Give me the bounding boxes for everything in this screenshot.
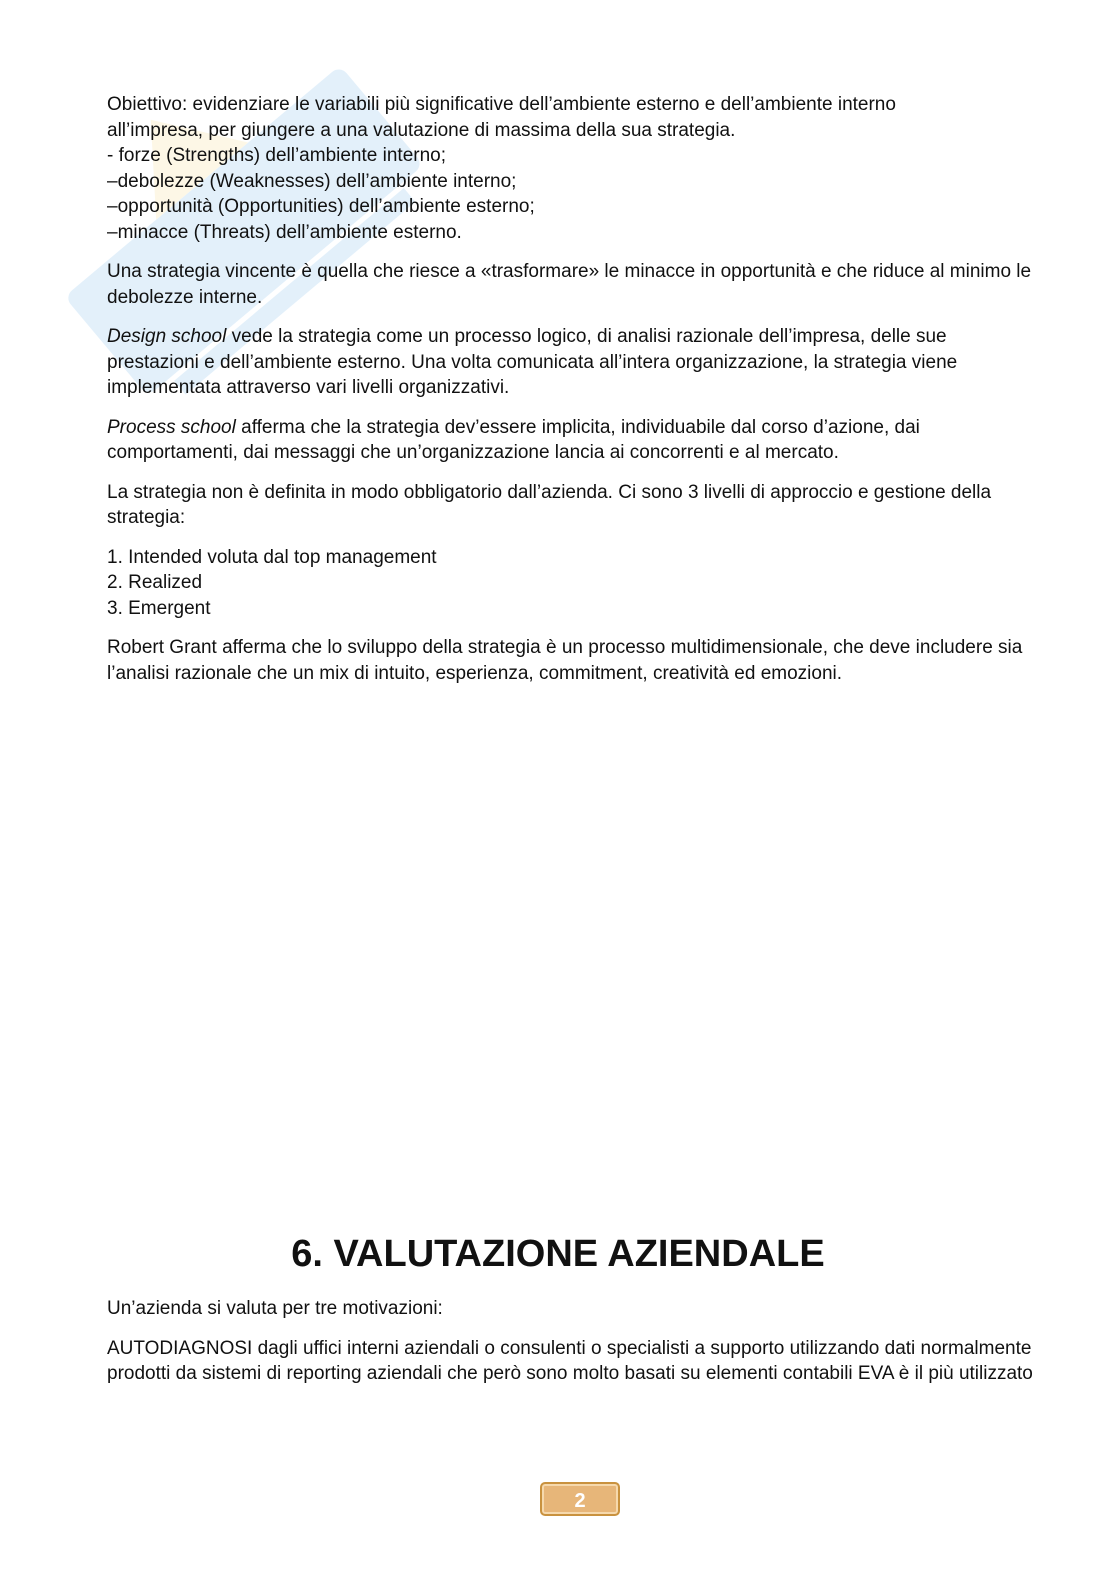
text-line: - forze (Strengths) dell’ambiente interno; (107, 145, 446, 166)
text-line: –opportunità (Opportunities) dell’ambiente esterno; (107, 196, 535, 217)
paragraph-design-school (107, 324, 1042, 401)
levels-list (107, 545, 1042, 622)
swot-intro (107, 92, 1042, 245)
page-number-badge: 2 (540, 1482, 620, 1516)
paragraph-intro: Un’azienda si valuta per tre motivazioni: (107, 1298, 443, 1319)
paragraph-robert-grant: Robert Grant afferma che lo sviluppo della strategia è un processo multidimensionale, che deve includere sia l’analisi razionale che un mix di intuito, esperienza, commitment, creatività ed emozioni. (107, 637, 1023, 684)
paragraph-text: vede la strategia come un processo logico, di analisi razionale dell’impresa, delle sue prestazioni e dell’ambiente esterno. Una volta comunicata all’intera organizzazione, la strategia viene implementata attraverso vari livelli organizzativi. (107, 326, 958, 398)
list-item: 3. Emergent (107, 597, 211, 619)
paragraph-autodiagnosi: AUTODIAGNOSI dagli uffici interni aziendali o consulenti o specialisti a supporto utilizzando dati normalmente prodotti da sistemi di reporting aziendali che però sono molto basati su elementi contabili EVA è il più utilizzato (107, 1337, 1033, 1384)
section-heading: 6. VALUTAZIONE AZIENDALE (291, 1233, 825, 1275)
text-line: Obiettivo: evidenziare le variabili più significative dell’ambiente esterno e dell’ambiente interno (107, 94, 896, 115)
list-item: 1. Intended voluta dal top management (107, 546, 437, 568)
paragraph-livelli: La strategia non è definita in modo obbligatorio dall’azienda. Ci sono 3 livelli di approccio e gestione della strategia: (107, 481, 992, 528)
text-line: –minacce (Threats) dell’ambiente esterno. (107, 221, 462, 243)
term-design-school: Design school (107, 326, 227, 347)
valutazione-section (107, 1296, 1042, 1401)
text-line: –debolezze (Weaknesses) dell’ambiente interno; (107, 170, 517, 192)
term-process-school: Process school (107, 416, 236, 438)
paragraph-text: afferma che la strategia dev’essere implicita, individuabile dal corso d’azione, dai comportamenti, dai messaggi che un’organizzazione lancia ai concorrenti e al mercato. (107, 416, 920, 463)
paragraph-process-school (107, 415, 1042, 466)
paragraph-strategia-vincente: Una strategia vincente è quella che riesce a «trasformare» le minacce in opportunità e che riduce al minimo le debolezze interne. (107, 261, 1032, 308)
list-item: 2. Realized (107, 572, 203, 593)
main-text-section (107, 92, 1042, 700)
text-line: all’impresa, per giungere a una valutazione di massima della sua strategia. (107, 119, 736, 141)
